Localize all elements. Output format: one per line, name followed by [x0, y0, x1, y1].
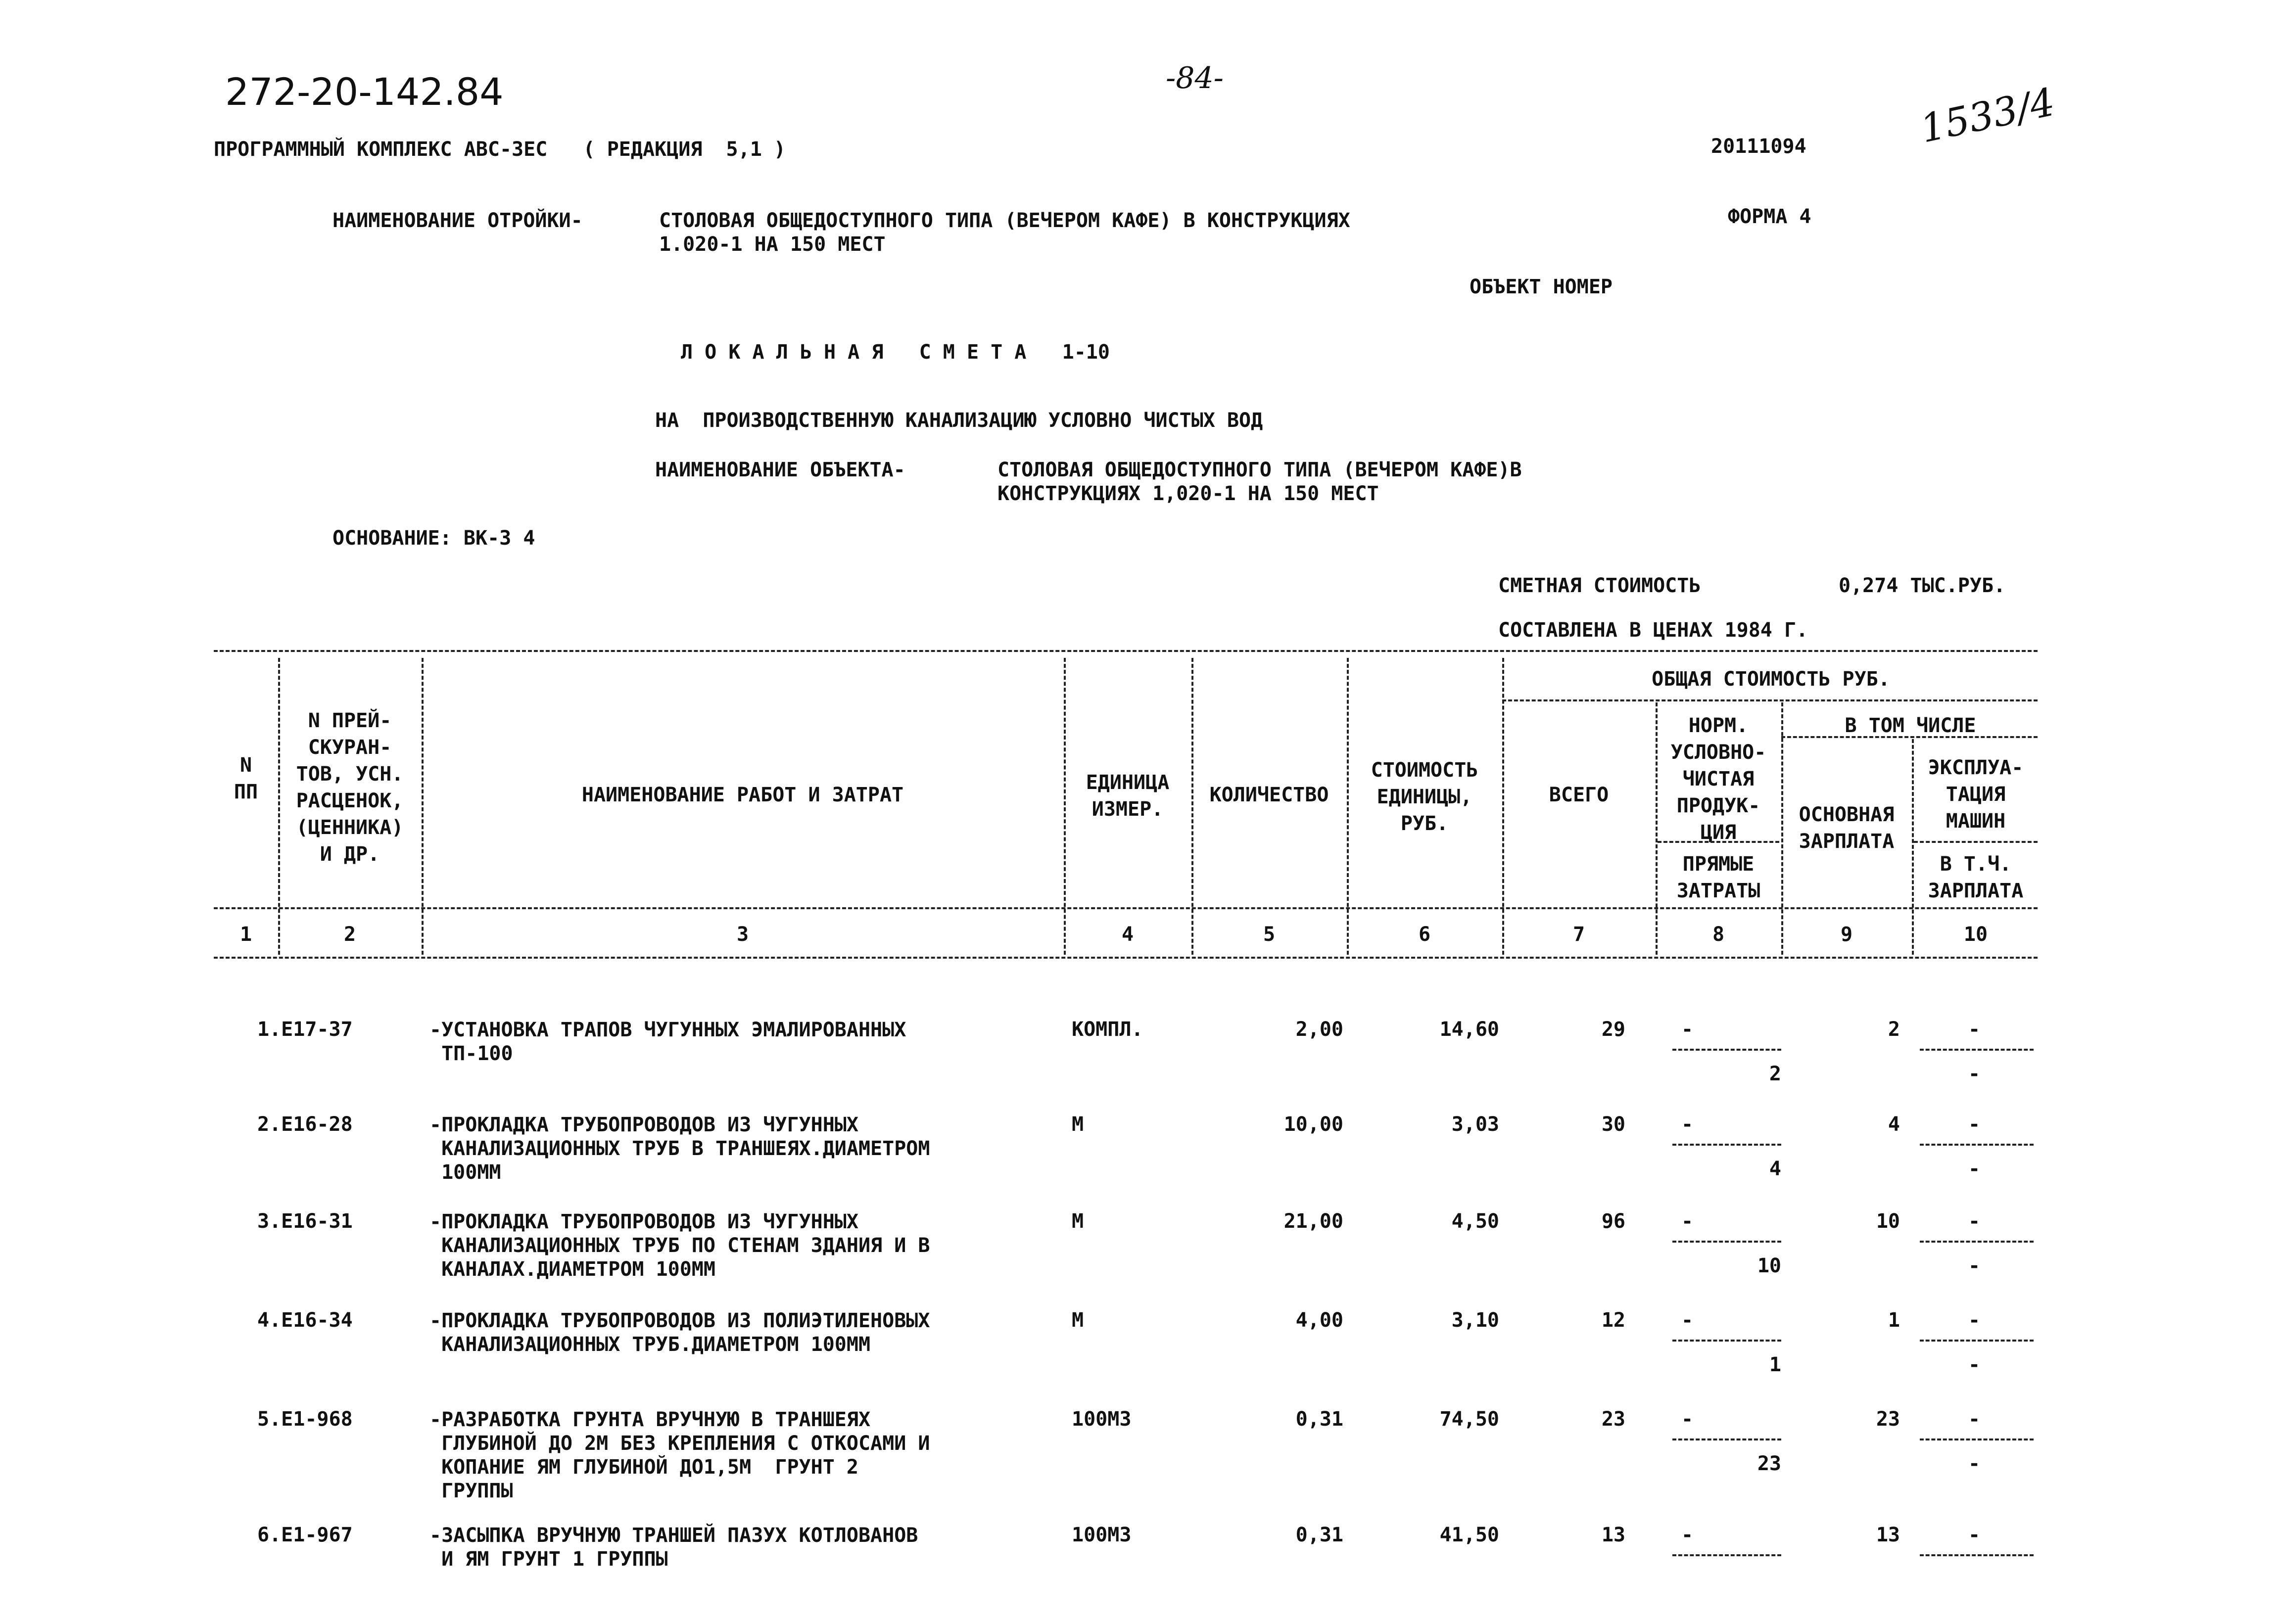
- row-total: 13: [1601, 1524, 1625, 1546]
- col-number-1: 1: [239, 923, 252, 946]
- page-number: -84-: [1166, 61, 1224, 95]
- row-work-name: -ПРОКЛАДКА ТРУБОПРОВОДОВ ИЗ ЧУГУННЫХ КАНАЛИЗАЦИОННЫХ ТРУБ В ТРАНШЕЯХ.ДИАМЕТРОМ 100ММ: [429, 1114, 930, 1184]
- col-number-4: 4: [1121, 923, 1134, 946]
- row-mach-salary: -: [1968, 1063, 1981, 1085]
- estimate-title: Л О К А Л Ь Н А Я С М Е Т А 1-10: [681, 341, 1110, 364]
- fraction-rule: [1672, 1144, 1781, 1146]
- program-line: ПРОГРАММНЫЙ КОМПЛЕКС АВС-3ЕС ( РЕДАКЦИЯ 5,1 ): [214, 138, 786, 161]
- fraction-rule: [1920, 1144, 2034, 1146]
- header-top-rule: [214, 650, 2038, 652]
- basis: ОСНОВАНИЕ: ВК-3 4: [332, 527, 535, 550]
- row-net-upper: -: [1681, 1408, 1694, 1431]
- row-unit: 100М3: [1072, 1524, 1132, 1546]
- price-basis: СОСТАВЛЕНА В ЦЕНАХ 1984 Г.: [1498, 619, 1808, 642]
- fraction-rule: [1672, 1241, 1781, 1243]
- row-mach: -: [1968, 1309, 1981, 1332]
- col-header-direct-costs: ПРЯМЫЕ ЗАТРАТЫ: [1676, 853, 1760, 902]
- col-header-machines-salary: В Т.Ч. ЗАРПЛАТА: [1928, 853, 2024, 902]
- object-name-line-1: СТОЛОВАЯ ОБЩЕДОСТУПНОГО ТИПА (ВЕЧЕРОМ КАФЕ)В: [997, 459, 1522, 481]
- row-mach: -: [1968, 1210, 1981, 1233]
- row-work-name: -ПРОКЛАДКА ТРУБОПРОВОДОВ ИЗ ЧУГУННЫХ КАНАЛИЗАЦИОННЫХ ТРУБ ПО СТЕНАМ ЗДАНИЯ И В КАНАЛАХ.ДИАМЕТРОМ 100ММ: [429, 1210, 930, 1281]
- row-total: 30: [1601, 1113, 1625, 1136]
- row-work-name: -РАЗРАБОТКА ГРУНТА ВРУЧНУЮ В ТРАНШЕЯХ ГЛУБИНОЙ ДО 2М БЕЗ КРЕПЛЕНИЯ С ОТКОСАМИ И КОПАНИЕ ЯМ ГЛУБИНОЙ ДО1,5М ГРУНТ 2 ГРУППЫ: [429, 1408, 930, 1502]
- col-number-10: 10: [1963, 923, 1988, 946]
- col-header-net-production: НОРМ. УСЛОВНО- ЧИСТАЯ ПРОДУК- ЦИЯ: [1670, 714, 1766, 844]
- col-number-2: 2: [343, 923, 356, 946]
- row-mach-salary: -: [1968, 1254, 1981, 1277]
- handwritten-mark: 1533/4: [1916, 80, 2059, 152]
- fraction-rule: [1920, 1438, 2034, 1440]
- col-header-quantity: КОЛИЧЕСТВО: [1209, 784, 1329, 806]
- numbers-bottom-rule: [214, 957, 2038, 959]
- branch-label: НАИМЕНОВАНИЕ ОТРОЙКИ-: [332, 209, 583, 232]
- row-unit-cost: 3,10: [1451, 1309, 1499, 1332]
- row-unit-cost: 3,03: [1451, 1113, 1499, 1136]
- row-mach-salary: -: [1968, 1353, 1981, 1376]
- row-net-upper: -: [1681, 1309, 1694, 1332]
- row-mach-salary: -: [1968, 1158, 1981, 1180]
- row-net-lower: 10: [1757, 1254, 1781, 1277]
- fraction-rule: [1920, 1340, 2034, 1342]
- row-unit: 100М3: [1072, 1408, 1132, 1431]
- row-salary: 10: [1876, 1210, 1900, 1233]
- row-unit-cost: 41,50: [1439, 1524, 1499, 1546]
- row-mach: -: [1968, 1113, 1981, 1136]
- row-net-upper: -: [1681, 1113, 1694, 1136]
- row-net-lower: 23: [1757, 1452, 1781, 1475]
- document-code: 272-20-142.84: [225, 70, 504, 114]
- row-quantity: 21,00: [1283, 1210, 1343, 1233]
- col-header-unit: ЕДИНИЦА ИЗМЕР.: [1086, 771, 1170, 821]
- col-header-base-salary: ОСНОВНАЯ ЗАРПЛАТА: [1799, 803, 1895, 853]
- fraction-rule: [1920, 1241, 2034, 1243]
- row-mach: -: [1968, 1018, 1981, 1041]
- col-header-unit-cost: СТОИМОСТЬ ЕДИНИЦЫ, РУБ.: [1371, 759, 1478, 835]
- row-unit-cost: 14,60: [1439, 1018, 1499, 1041]
- row-net-lower: 4: [1769, 1158, 1781, 1180]
- row-unit: М: [1072, 1309, 1084, 1332]
- row-work-name: -УСТАНОВКА ТРАПОВ ЧУГУННЫХ ЭМАЛИРОВАННЫХ ТП-100: [429, 1019, 906, 1065]
- col-header-total-cost-group: ОБЩАЯ СТОИМОСТЬ РУБ.: [1652, 668, 1890, 691]
- col-number-3: 3: [736, 923, 749, 946]
- object-label: НАИМЕНОВАНИЕ ОБЪЕКТА-: [655, 459, 905, 481]
- row-net-lower: 2: [1769, 1063, 1781, 1085]
- form-number: ФОРМА 4: [1728, 205, 1811, 228]
- fraction-rule: [1920, 1049, 2034, 1051]
- fraction-rule: [1672, 1554, 1781, 1556]
- row-total: 29: [1601, 1018, 1625, 1041]
- cost-label: СМЕТНАЯ СТОИМОСТЬ: [1498, 574, 1701, 597]
- group-rule: [1502, 699, 2038, 701]
- row-mach-salary: -: [1968, 1452, 1981, 1475]
- row-salary: 13: [1876, 1524, 1900, 1546]
- col-number-7: 7: [1572, 923, 1585, 946]
- row-net-upper: -: [1681, 1210, 1694, 1233]
- object-number: ОБЪЕКТ НОМЕР: [1470, 276, 1613, 298]
- row-unit-cost: 74,50: [1439, 1408, 1499, 1431]
- row-mach: -: [1968, 1408, 1981, 1431]
- col-header-machines: ЭКСПЛУА- ТАЦИЯ МАШИН: [1928, 756, 2024, 833]
- col-header-including: В ТОМ ЧИСЛЕ: [1845, 714, 1976, 737]
- row-salary: 4: [1888, 1113, 1900, 1136]
- estimate-subject: НА ПРОИЗВОДСТВЕННУЮ КАНАЛИЗАЦИЮ УСЛОВНО ЧИСТЫХ ВОД: [655, 409, 1263, 432]
- header-bottom-rule: [214, 907, 2038, 909]
- row-code: 1.Е17-37: [257, 1018, 353, 1041]
- row-code: 3.Е16-31: [257, 1210, 353, 1233]
- row-code: 4.Е16-34: [257, 1309, 353, 1332]
- col-header-works: НАИМЕНОВАНИЕ РАБОТ И ЗАТРАТ: [581, 784, 904, 806]
- row-code: 5.Е1-968: [257, 1408, 353, 1431]
- row-code: 2.Е16-28: [257, 1113, 353, 1136]
- row-net-upper: -: [1681, 1524, 1694, 1546]
- row-salary: 2: [1888, 1018, 1900, 1041]
- row-code: 6.Е1-967: [257, 1524, 353, 1546]
- row-work-name: -ПРОКЛАДКА ТРУБОПРОВОДОВ ИЗ ПОЛИЭТИЛЕНОВЫХ КАНАЛИЗАЦИОННЫХ ТРУБ.ДИАМЕТРОМ 100ММ: [429, 1309, 930, 1356]
- program-code: 20111094: [1711, 135, 1806, 158]
- col-number-9: 9: [1840, 923, 1853, 946]
- row-total: 23: [1601, 1408, 1625, 1431]
- row-total: 96: [1601, 1210, 1625, 1233]
- row-total: 12: [1601, 1309, 1625, 1332]
- row-work-name: -ЗАСЫПКА ВРУЧНУЮ ТРАНШЕЙ ПАЗУХ КОТЛОВАНОВ И ЯМ ГРУНТ 1 ГРУППЫ: [429, 1524, 918, 1571]
- col-number-5: 5: [1263, 923, 1276, 946]
- row-unit: М: [1072, 1210, 1084, 1233]
- col-header-price-list: N ПРЕЙ- СКУРАН- ТОВ, УСН. РАСЦЕНОК, (ЦЕННИКА) И ДР.: [296, 709, 404, 866]
- row-net-upper: -: [1681, 1018, 1694, 1041]
- branch-name-line-1: СТОЛОВАЯ ОБЩЕДОСТУПНОГО ТИПА (ВЕЧЕРОМ КАФЕ) В КОНСТРУКЦИЯХ: [659, 209, 1350, 232]
- branch-name-line-2: 1.020-1 НА 150 МЕСТ: [659, 233, 886, 256]
- col-number-6: 6: [1418, 923, 1431, 946]
- fraction-rule: [1920, 1554, 2034, 1556]
- row-unit-cost: 4,50: [1451, 1210, 1499, 1233]
- row-net-lower: 1: [1769, 1353, 1781, 1376]
- object-name-line-2: КОНСТРУКЦИЯХ 1,020-1 НА 150 МЕСТ: [997, 482, 1379, 505]
- row-quantity: 0,31: [1295, 1524, 1343, 1546]
- row-unit: М: [1072, 1113, 1084, 1136]
- row-mach: -: [1968, 1524, 1981, 1546]
- row-quantity: 4,00: [1295, 1309, 1343, 1332]
- col-header-number: N ПП: [234, 754, 258, 803]
- fraction-rule: [1672, 1438, 1781, 1440]
- cost-value: 0,274 ТЫС.РУБ.: [1839, 574, 2006, 597]
- fraction-rule: [1672, 1340, 1781, 1342]
- row-quantity: 10,00: [1283, 1113, 1343, 1136]
- col-header-total: ВСЕГО: [1549, 784, 1609, 806]
- row-quantity: 0,31: [1295, 1408, 1343, 1431]
- row-quantity: 2,00: [1295, 1018, 1343, 1041]
- row-salary: 23: [1876, 1408, 1900, 1431]
- col-number-8: 8: [1712, 923, 1725, 946]
- row-salary: 1: [1888, 1309, 1900, 1332]
- fraction-rule: [1672, 1049, 1781, 1051]
- row-unit: КОМПЛ.: [1072, 1018, 1143, 1041]
